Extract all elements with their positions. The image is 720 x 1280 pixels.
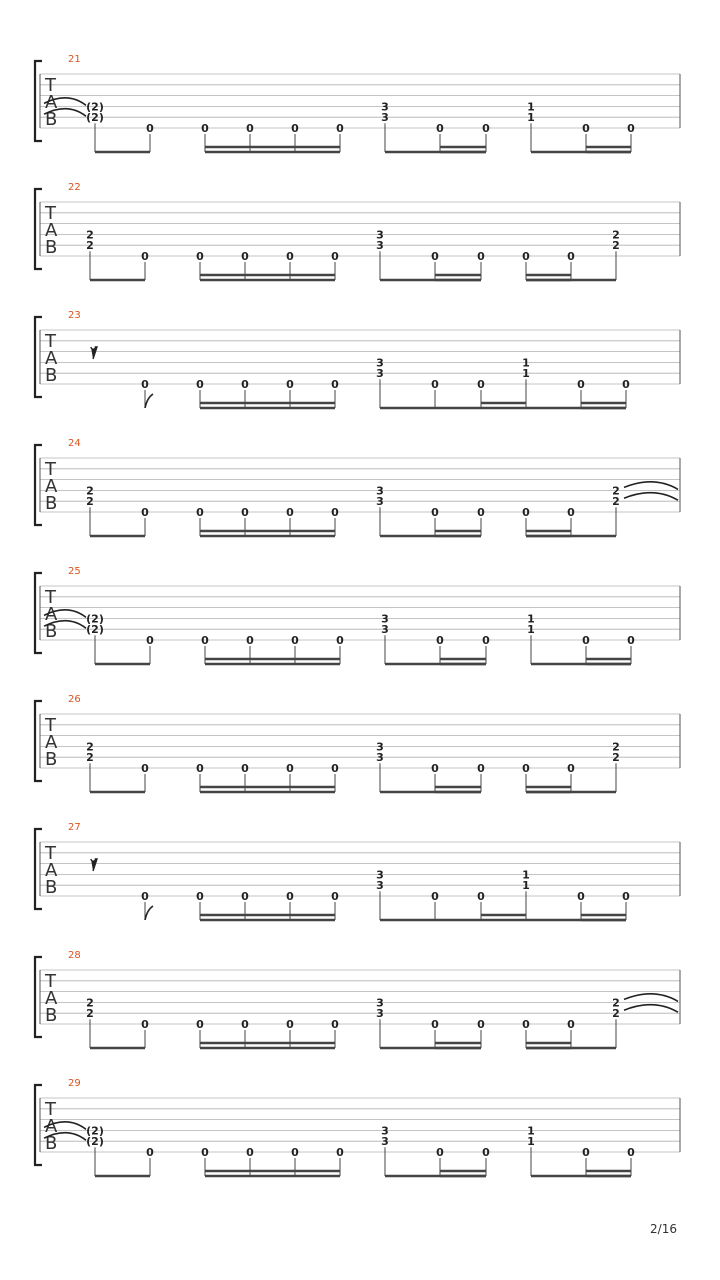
fret-number: 0 xyxy=(246,1146,254,1159)
note-flag xyxy=(145,906,153,920)
tab-system xyxy=(35,566,680,664)
fret-number: 2 xyxy=(612,996,620,1010)
measure-number: 26 xyxy=(68,694,81,705)
fret-number: 0 xyxy=(577,378,585,391)
fret-number: 2 xyxy=(612,239,620,253)
measure-number: 28 xyxy=(68,950,81,961)
tab-system xyxy=(35,1078,680,1176)
fret-number: 2 xyxy=(86,740,94,754)
fret-number: 0 xyxy=(431,250,439,263)
fret-number: 0 xyxy=(477,890,485,903)
tab-clef-a: A xyxy=(45,860,58,881)
fret-number: 0 xyxy=(331,890,339,903)
fret-number: 0 xyxy=(286,762,294,775)
fret-number: 0 xyxy=(567,506,575,519)
fret-number: 0 xyxy=(141,378,149,391)
fret-number: 0 xyxy=(436,122,444,135)
fret-number: 2 xyxy=(86,495,94,509)
fret-number: 2 xyxy=(612,228,620,242)
system-bracket xyxy=(35,829,42,909)
fret-number: 0 xyxy=(622,378,630,391)
fret-number: 0 xyxy=(291,1146,299,1159)
fret-number: 0 xyxy=(196,506,204,519)
fret-number: 0 xyxy=(241,378,249,391)
tab-clef-a: A xyxy=(45,988,58,1009)
fret-number: 0 xyxy=(141,250,149,263)
fret-number: 3 xyxy=(376,484,384,498)
tab-clef-t: T xyxy=(45,203,56,224)
fret-number: 0 xyxy=(291,634,299,647)
fret-number: 2 xyxy=(612,495,620,509)
fret-number: 2 xyxy=(86,484,94,498)
fret-number: 3 xyxy=(376,228,384,242)
fret-number: (2) xyxy=(86,111,104,125)
tie-out-arc xyxy=(624,482,678,490)
tie-out-arc xyxy=(624,493,678,501)
fret-number: 3 xyxy=(376,751,384,765)
fret-number: 0 xyxy=(286,378,294,391)
fret-number: 3 xyxy=(376,356,384,370)
fret-number: 0 xyxy=(436,634,444,647)
fret-number: 0 xyxy=(431,890,439,903)
fret-number: 0 xyxy=(627,122,635,135)
fret-number: 0 xyxy=(431,378,439,391)
tab-clef-b: B xyxy=(45,621,58,642)
fret-number: 0 xyxy=(196,378,204,391)
tab-clef-t: T xyxy=(45,75,56,96)
tab-clef-a: A xyxy=(45,220,58,241)
fret-number: 2 xyxy=(86,996,94,1010)
measure-number: 29 xyxy=(68,1078,81,1089)
fret-number: 0 xyxy=(436,1146,444,1159)
tab-clef-t: T xyxy=(45,459,56,480)
fret-number: (2) xyxy=(86,623,104,637)
fret-number: 0 xyxy=(336,1146,344,1159)
fret-number: 0 xyxy=(336,634,344,647)
fret-number: 3 xyxy=(376,740,384,754)
measure-number: 21 xyxy=(68,54,81,65)
tie-out-arc xyxy=(624,1005,678,1013)
fret-number: 3 xyxy=(381,111,389,125)
fret-number: 0 xyxy=(146,1146,154,1159)
fret-number: 3 xyxy=(376,239,384,253)
tab-clef-t: T xyxy=(45,331,56,352)
fret-number: 0 xyxy=(241,762,249,775)
fret-number: 0 xyxy=(567,1018,575,1031)
tab-clef-t: T xyxy=(45,843,56,864)
fret-number: 1 xyxy=(527,623,535,637)
fret-number: 0 xyxy=(522,250,530,263)
fret-number: 1 xyxy=(522,879,530,893)
fret-number: 0 xyxy=(286,250,294,263)
fret-number: 2 xyxy=(86,751,94,765)
system-bracket xyxy=(35,701,42,781)
fret-number: 0 xyxy=(477,250,485,263)
fret-number: 0 xyxy=(627,1146,635,1159)
fret-number: 3 xyxy=(381,1135,389,1149)
fret-number: 0 xyxy=(482,1146,490,1159)
tab-clef-t: T xyxy=(45,587,56,608)
fret-number: 0 xyxy=(331,378,339,391)
fret-number: 0 xyxy=(477,378,485,391)
fret-number: 0 xyxy=(431,762,439,775)
fret-number: 0 xyxy=(582,634,590,647)
fret-number: (2) xyxy=(86,1135,104,1149)
tab-system xyxy=(35,950,680,1048)
fret-number: 0 xyxy=(246,634,254,647)
tab-system xyxy=(35,310,680,435)
fret-number: 0 xyxy=(331,250,339,263)
fret-number: 0 xyxy=(582,1146,590,1159)
tab-system xyxy=(35,182,680,280)
fret-number: 0 xyxy=(331,506,339,519)
fret-number: 0 xyxy=(201,1146,209,1159)
system-bracket xyxy=(35,1085,42,1165)
system-bracket xyxy=(35,957,42,1037)
fret-number: 2 xyxy=(612,740,620,754)
fret-number: 1 xyxy=(522,367,530,381)
fret-number: 0 xyxy=(582,122,590,135)
tab-clef-b: B xyxy=(45,237,58,258)
fret-number: 0 xyxy=(196,762,204,775)
eighth-rest-icon xyxy=(91,347,97,359)
fret-number: 2 xyxy=(612,484,620,498)
tie-out-arc xyxy=(624,994,678,1002)
fret-number: 0 xyxy=(146,122,154,135)
fret-number: 0 xyxy=(141,1018,149,1031)
fret-number: 0 xyxy=(477,1018,485,1031)
fret-number: 2 xyxy=(86,228,94,242)
fret-number: 0 xyxy=(627,634,635,647)
fret-number: 0 xyxy=(241,506,249,519)
fret-number: 0 xyxy=(482,122,490,135)
fret-number: 0 xyxy=(291,122,299,135)
fret-number: 3 xyxy=(381,623,389,637)
fret-number: 0 xyxy=(522,506,530,519)
tab-clef-b: B xyxy=(45,109,58,130)
tab-clef-a: A xyxy=(45,476,58,497)
fret-number: 0 xyxy=(201,122,209,135)
fret-number: 0 xyxy=(477,506,485,519)
fret-number: 1 xyxy=(527,1124,535,1138)
fret-number: 1 xyxy=(527,1135,535,1149)
fret-number: 0 xyxy=(331,1018,339,1031)
fret-number: 0 xyxy=(241,1018,249,1031)
fret-number: 3 xyxy=(376,996,384,1010)
fret-number: 2 xyxy=(86,239,94,253)
tab-system xyxy=(35,438,680,536)
measure-number: 22 xyxy=(68,182,81,193)
fret-number: 0 xyxy=(141,762,149,775)
fret-number: (2) xyxy=(86,1124,104,1138)
fret-number: 0 xyxy=(482,634,490,647)
tab-clef-b: B xyxy=(45,493,58,514)
system-bracket xyxy=(35,317,42,397)
system-bracket xyxy=(35,445,42,525)
fret-number: 2 xyxy=(612,751,620,765)
tab-clef-b: B xyxy=(45,1133,58,1154)
fret-number: 0 xyxy=(246,122,254,135)
fret-number: 0 xyxy=(522,1018,530,1031)
fret-number: 0 xyxy=(577,890,585,903)
fret-number: 3 xyxy=(376,868,384,882)
tab-system xyxy=(35,694,680,792)
fret-number: 0 xyxy=(201,634,209,647)
tab-clef-b: B xyxy=(45,1005,58,1026)
tab-clef-t: T xyxy=(45,971,56,992)
fret-number: 3 xyxy=(376,879,384,893)
fret-number: 0 xyxy=(522,762,530,775)
fret-number: 0 xyxy=(196,1018,204,1031)
fret-number: 0 xyxy=(241,250,249,263)
tab-clef-b: B xyxy=(45,877,58,898)
tab-clef-a: A xyxy=(45,348,58,369)
fret-number: 0 xyxy=(141,890,149,903)
tab-clef-a: A xyxy=(45,1116,58,1137)
fret-number: 0 xyxy=(196,250,204,263)
fret-number: 0 xyxy=(286,506,294,519)
fret-number: 0 xyxy=(567,762,575,775)
fret-number: 2 xyxy=(612,1007,620,1021)
fret-number: 3 xyxy=(376,1007,384,1021)
fret-number: 0 xyxy=(331,762,339,775)
fret-number: 1 xyxy=(527,111,535,125)
page-number: 2/16 xyxy=(650,1222,677,1236)
fret-number: (2) xyxy=(86,100,104,114)
fret-number: 3 xyxy=(381,1124,389,1138)
fret-number: 1 xyxy=(527,612,535,626)
measure-number: 25 xyxy=(68,566,81,577)
tab-clef-t: T xyxy=(45,715,56,736)
system-bracket xyxy=(35,61,42,141)
measure-number: 24 xyxy=(68,438,81,449)
fret-number: 0 xyxy=(336,122,344,135)
fret-number: 3 xyxy=(381,612,389,626)
tab-clef-a: A xyxy=(45,604,58,625)
fret-number: 3 xyxy=(376,367,384,381)
tab-clef-a: A xyxy=(45,92,58,113)
fret-number: 1 xyxy=(522,356,530,370)
system-bracket xyxy=(35,573,42,653)
fret-number: 0 xyxy=(431,1018,439,1031)
tab-clef-b: B xyxy=(45,749,58,770)
fret-number: 1 xyxy=(522,868,530,882)
fret-number: 0 xyxy=(241,890,249,903)
tab-clef-t: T xyxy=(45,1099,56,1120)
tab-system xyxy=(35,822,680,947)
fret-number: 0 xyxy=(431,506,439,519)
fret-number: (2) xyxy=(86,612,104,626)
fret-number: 3 xyxy=(376,495,384,509)
tab-system xyxy=(35,54,680,152)
fret-number: 0 xyxy=(622,890,630,903)
tab-clef-b: B xyxy=(45,365,58,386)
fret-number: 0 xyxy=(477,762,485,775)
eighth-rest-icon xyxy=(91,859,97,871)
fret-number: 0 xyxy=(286,1018,294,1031)
note-flag xyxy=(145,394,153,408)
fret-number: 3 xyxy=(381,100,389,114)
measure-number: 27 xyxy=(68,822,81,833)
measure-number: 23 xyxy=(68,310,81,321)
fret-number: 2 xyxy=(86,1007,94,1021)
fret-number: 0 xyxy=(141,506,149,519)
fret-number: 1 xyxy=(527,100,535,114)
fret-number: 0 xyxy=(196,890,204,903)
fret-number: 0 xyxy=(286,890,294,903)
tab-clef-a: A xyxy=(45,732,58,753)
system-bracket xyxy=(35,189,42,269)
fret-number: 0 xyxy=(567,250,575,263)
fret-number: 0 xyxy=(146,634,154,647)
